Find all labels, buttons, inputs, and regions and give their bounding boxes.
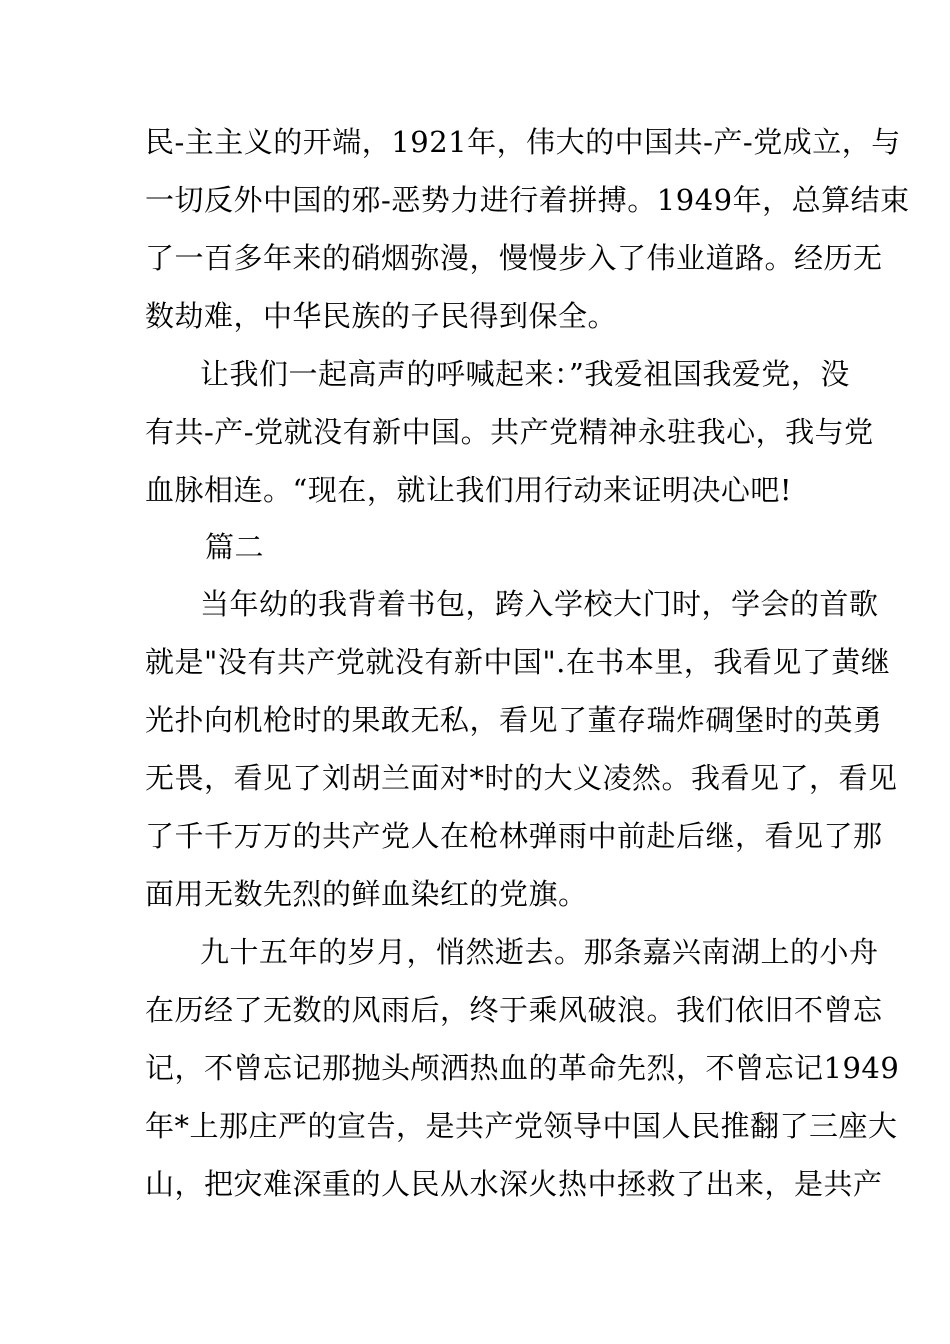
text-line: 年*上那庄严的宣告，是共产党领导中国人民推翻了三座大 [145,1109,898,1143]
text-line: 面用无数先烈的鲜血染红的党旗。 [145,877,588,911]
text-line: 山，把灾难深重的人民从水深火热中拯救了出来，是共产 [145,1167,883,1201]
text-line: 记，不曾忘记那抛头颅洒热血的革命先烈，不曾忘记1949 [145,1051,900,1085]
text-line: 一切反外中国的邪-恶势力进行着拼搏。1949年，总算结束 [145,183,910,217]
text-line: 了一百多年来的硝烟弥漫，慢慢步入了伟业道路。经历无 [145,241,883,275]
text-line: 在历经了无数的风雨后，终于乘风破浪。我们依旧不曾忘 [145,993,883,1027]
text-line: 数劫难，中华民族的子民得到保全。 [145,299,618,333]
text-line: 有共-产-党就没有新中国。共产党精神永驻我心，我与党 [145,415,874,449]
section-heading: 篇二 [205,530,265,564]
text-line: 了千千万万的共产党人在枪林弹雨中前赴后继，看见了那 [145,819,883,853]
text-line: 民-主主义的开端，1921年，伟大的中国共-产-党成立，与 [145,125,901,159]
text-line: 光扑向机枪时的果敢无私，看见了董存瑞炸碉堡时的英勇 [145,703,883,737]
text-line: 血脉相连。“现在，就让我们用行动来证明决心吧! [145,473,792,507]
text-line: 无畏，看见了刘胡兰面对*时的大义凌然。我看见了，看见 [145,761,898,795]
text-line: 当年幼的我背着书包，跨入学校大门时，学会的首歌 [200,587,879,621]
text-line: 让我们一起高声的呼喊起来：”我爱祖国我爱党，没 [200,357,850,391]
text-line: 就是"没有共产党就没有新中国".在书本里，我看见了黄继 [145,645,891,679]
text-line: 九十五年的岁月，悄然逝去。那条嘉兴南湖上的小舟 [200,935,879,969]
